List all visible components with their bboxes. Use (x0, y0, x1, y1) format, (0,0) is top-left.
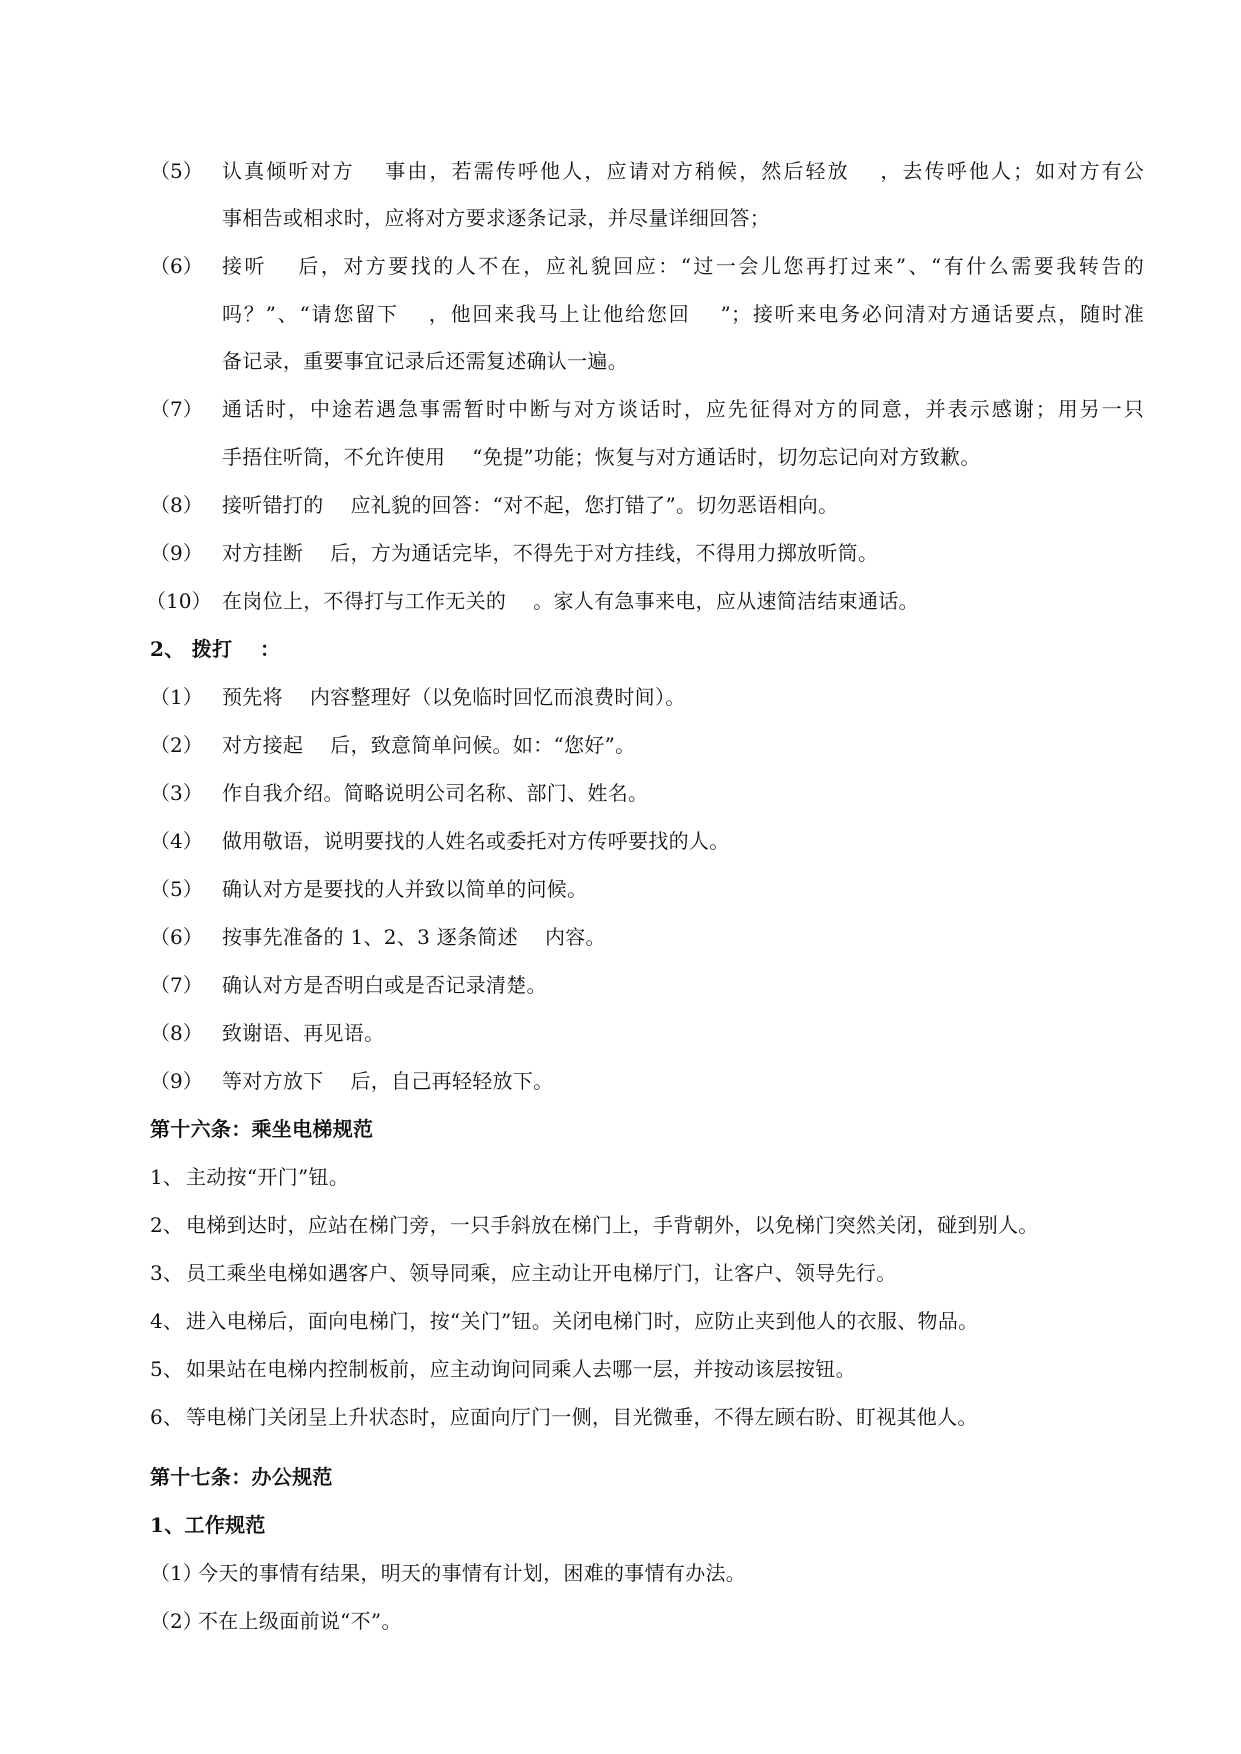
list-number: （9） (150, 541, 203, 565)
list-item-line: 今天的事情有结果，明天的事情有计划，困难的事情有办法。 (198, 1561, 747, 1585)
article-title: 第十七条：办公规范 (150, 1465, 333, 1489)
section-heading: 1、工作规范 (150, 1513, 266, 1537)
list-number: 1、 (150, 1165, 184, 1189)
list-number: （6） (150, 254, 203, 278)
list-item-line: 备记录，重要事宜记录后还需复述确认一遍。 (222, 349, 628, 373)
list-number: （8） (150, 493, 203, 517)
list-item-line: 通话时，中途若遇急事需暂时中断与对方谈话时，应先征得对方的同意，并表示感谢；用另一只 (222, 397, 1144, 421)
list-item-line: 按事先准备的 1、2、3 逐条简述 内容。 (222, 925, 606, 949)
list-item-line: 员工乘坐电梯如遇客户、领导同乘，应主动让开电梯厅门，让客户、领导先行。 (186, 1261, 897, 1285)
list-item-line: 不在上级面前说“不”。 (198, 1609, 402, 1633)
list-number: （2） (150, 733, 203, 757)
list-item-line: 事相告或相求时，应将对方要求逐条记录，并尽量详细回答； (222, 206, 771, 230)
section-heading: 2、 拨打 ： (150, 637, 281, 661)
list-item-line: 主动按“开门”钮。 (186, 1165, 350, 1189)
list-item-line: 作自我介绍。简略说明公司名称、部门、姓名。 (222, 781, 649, 805)
list-number: （7） (150, 973, 203, 997)
list-number: （5） (150, 877, 203, 901)
list-number: 4、 (150, 1309, 184, 1333)
list-item-line: 做用敬语，说明要找的人姓名或委托对方传呼要找的人。 (222, 829, 730, 853)
list-item-line: 在岗位上，不得打与工作无关的 。家人有急事来电，应从速简洁结束通话。 (222, 589, 919, 613)
list-number: （6） (150, 925, 203, 949)
list-number: （2） (150, 1609, 203, 1633)
list-item-line: 吗？”、“请您留下 ，他回来我马上让他给您回 ”；接听来电务必问清对方通话要点，随时准 (222, 302, 1144, 326)
list-item-line: 接听错打的 应礼貌的回答：“对不起，您打错了”。切勿恶语相向。 (222, 493, 839, 517)
list-number: 5、 (150, 1357, 184, 1381)
list-item-line: 确认对方是要找的人并致以简单的问候。 (222, 877, 588, 901)
list-item-line: 对方接起 后，致意简单问候。如：“您好”。 (222, 733, 636, 757)
article-title: 第十六条：乘坐电梯规范 (150, 1117, 374, 1141)
list-number: 3、 (150, 1261, 184, 1285)
list-item-line: 确认对方是否明白或是否记录清楚。 (222, 973, 547, 997)
list-number: （10） (146, 589, 212, 613)
list-number: （1） (150, 685, 203, 709)
list-item-line: 接听 后，对方要找的人不在，应礼貌回应：“过一会儿您再打过来”、“有什么需要我转告的 (222, 254, 1144, 278)
list-item-line: 等电梯门关闭呈上升状态时，应面向厅门一侧，目光微垂，不得左顾右盼、盯视其他人。 (186, 1405, 978, 1429)
list-item-line: 手捂住听筒，不允许使用 “免提”功能；恢复与对方通话时，切勿忘记向对方致歉。 (222, 445, 981, 469)
list-number: （3） (150, 781, 203, 805)
list-item-line: 致谢语、再见语。 (222, 1021, 385, 1045)
list-number: 2、 (150, 1213, 184, 1237)
list-number: （9） (150, 1069, 203, 1093)
list-item-line: 进入电梯后，面向电梯门，按“关门”钮。关闭电梯门时，应防止夹到他人的衣服、物品。 (186, 1309, 979, 1333)
list-number: 6、 (150, 1405, 184, 1429)
list-item-line: 预先将 内容整理好（以免临时回忆而浪费时间）。 (222, 685, 686, 709)
list-number: （4） (150, 829, 203, 853)
list-number: （8） (150, 1021, 203, 1045)
list-item-line: 认真倾听对方 事由，若需传呼他人，应请对方稍候，然后轻放 ，去传呼他人；如对方有公 (222, 159, 1144, 183)
list-number: （7） (150, 397, 203, 421)
list-item-line: 如果站在电梯内控制板前，应主动询问同乘人去哪一层，并按动该层按钮。 (186, 1357, 856, 1381)
list-item-line: 等对方放下 后，自己再轻轻放下。 (222, 1069, 554, 1093)
list-item-line: 电梯到达时，应站在梯门旁，一只手斜放在梯门上，手背朝外，以免梯门突然关闭，碰到别人。 (186, 1213, 1039, 1237)
list-number: （5） (150, 159, 203, 183)
list-number: （1） (150, 1561, 203, 1585)
list-item-line: 对方挂断 后，方为通话完毕，不得先于对方挂线，不得用力掷放听筒。 (222, 541, 879, 565)
